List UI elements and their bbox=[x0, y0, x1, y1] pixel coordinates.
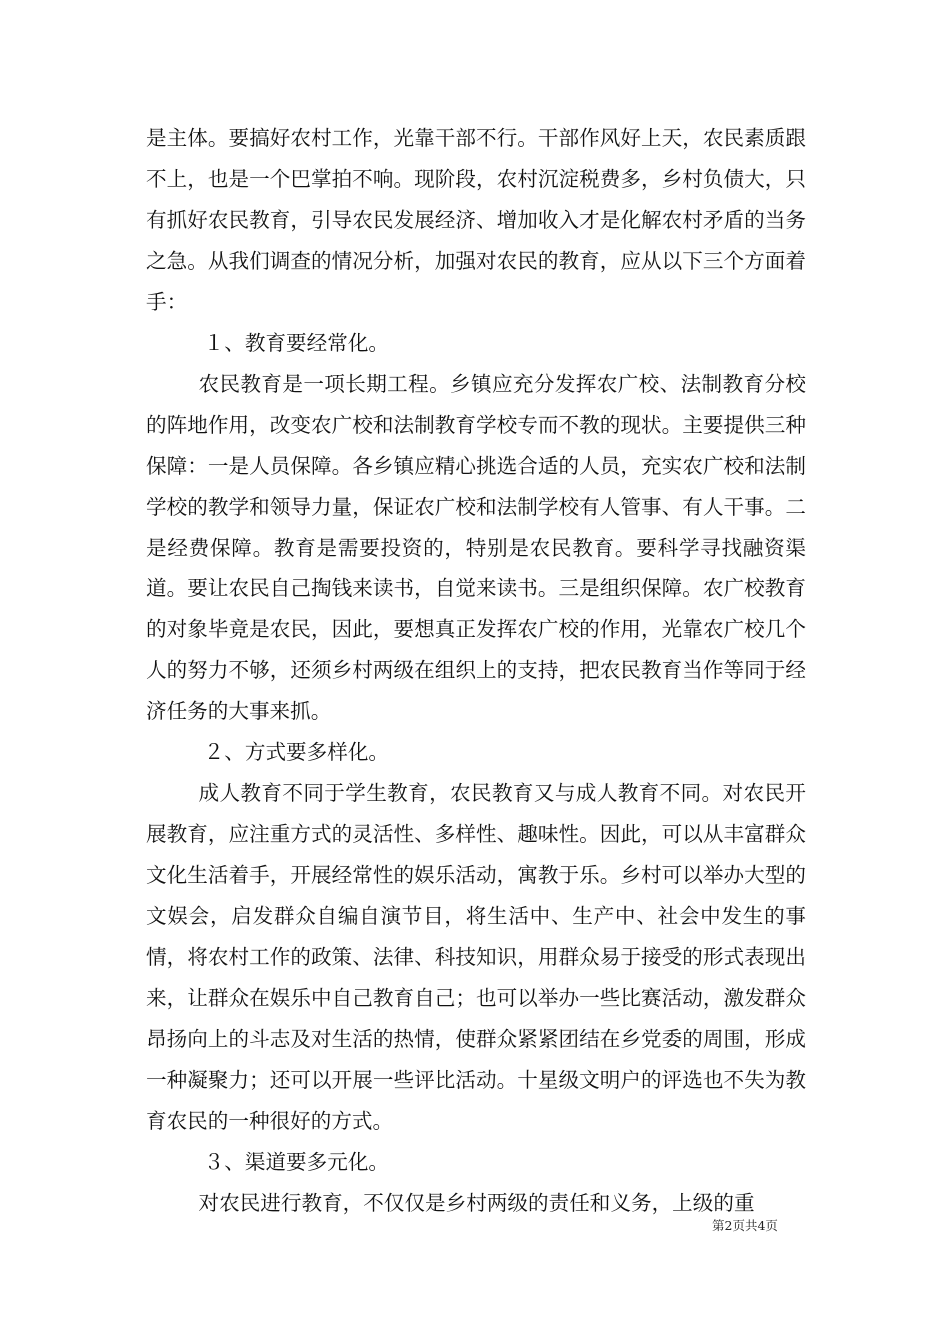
section-heading-2: ２、方式要多样化。 bbox=[203, 740, 390, 765]
paragraph-continuation: 是主体。要搞好农村工作，光靠干部不行。干部作风好上天，农民素质跟不上，也是一个巴掌拍不响。现阶段，农村沉淀税费多，乡村负债大，只有抓好农民教育，引导农民发展经济、增加收入才是化解农村矛盾的当务之急。从我们调查的情况分析，加强对农民的教育，应从以下三个方面着手： bbox=[146, 126, 806, 314]
paragraph-regular-education: 农民教育是一项长期工程。乡镇应充分发挥农广校、法制教育分校的阵地作用，改变农广校和法制教育学校专而不教的现状。主要提供三种保障：一是人员保障。各乡镇应精心挑选合适的人员，充实农广校和法制学校的教学和领导力量，保证农广校和法制学校有人管事、有人干事。二是经费保障。教育是需要投资的，特别是农民教育。要科学寻找融资渠道。要让农民自己掏钱来读书，自觉来读书。三是组织保障。农广校教育的对象毕竟是农民，因此，要想真正发挥农广校的作用，光靠农广校几个人的努力不够，还须乡村两级在组织上的支持，把农民教育当作等同于经济任务的大事来抓。 bbox=[146, 371, 806, 724]
section-heading-1: １、教育要经常化。 bbox=[203, 330, 390, 355]
page-number-footer bbox=[712, 1218, 812, 1234]
page-label: 第2页共4页 bbox=[712, 1218, 778, 1233]
paragraph-diverse-channels: 对农民进行教育，不仅仅是乡村两级的责任和义务，上级的重 bbox=[198, 1190, 755, 1215]
paragraph-diverse-methods: 成人教育不同于学生教育，农民教育又与成人教育不同。对农民开展教育，应注重方式的灵活性、多样性、趣味性。因此，可以从丰富群众文化生活着手，开展经常性的娱乐活动，寓教于乐。乡村可以举办大型的文娱会，启发群众自编自演节目，将生活中、生产中、社会中发生的事情，将农村工作的政策、法律、科技知识，用群众易于接受的形式表现出来，让群众在娱乐中自己教育自己；也可以举办一些比赛活动，激发群众昂扬向上的斗志及对生活的热情，使群众紧紧团结在乡党委的周围，形成一种凝聚力；还可以开展一些评比活动。十星级文明户的评选也不失为教育农民的一种很好的方式。 bbox=[146, 781, 806, 1133]
document-body bbox=[146, 118, 806, 1224]
section-heading-3: ３、渠道要多元化。 bbox=[203, 1149, 390, 1174]
